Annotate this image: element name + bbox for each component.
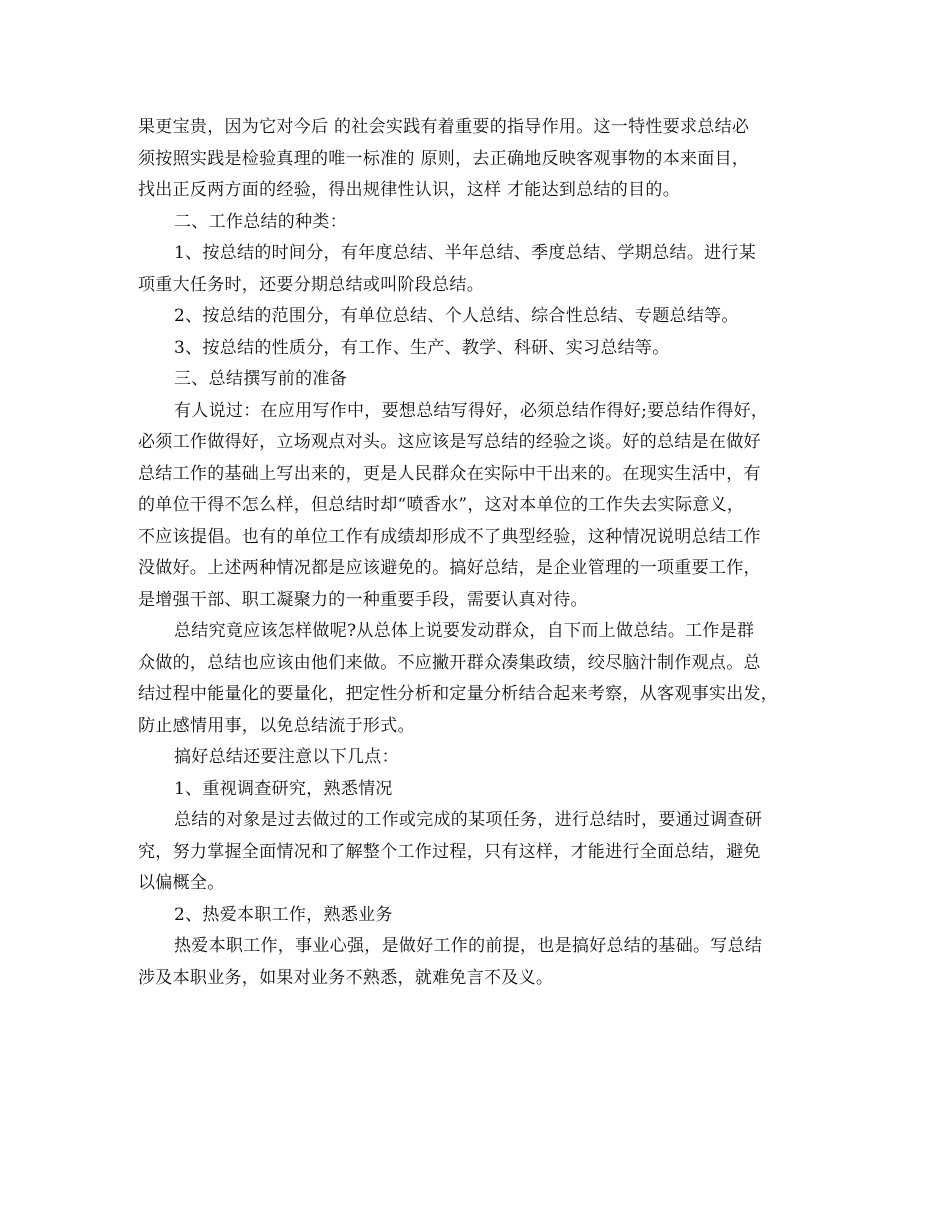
text-line: 项重大任务时，还要分期总结或叫阶段总结。 bbox=[138, 274, 484, 295]
text-line: 找出正反两方面的经验，得出规律性认识，这样 才能达到总结的目的。 bbox=[138, 180, 681, 200]
text-line: 热爱本职工作，事业心强，是做好工作的前提，也是搞好总结的基础。写总结 bbox=[174, 936, 763, 956]
text-line: 涉及本职业务，如果对业务不熟悉，就难免言不及义。 bbox=[138, 967, 554, 988]
subsection-heading: 2、热爱本职工作，熟悉业务 bbox=[174, 904, 393, 925]
subsection-heading: 1、重视调查研究，熟悉情况 bbox=[174, 778, 393, 799]
text-line: 2、按总结的范围分，有单位总结、个人总结、综合性总结、专题总结等。 bbox=[174, 306, 739, 326]
text-line: 总结的对象是过去做过的工作或完成的某项任务，进行总结时，要通过调查研 bbox=[174, 810, 763, 830]
text-line: 总结究竟应该怎样做呢?从总体上说要发动群众，自下而上做总结。工作是群 bbox=[174, 621, 755, 641]
text-line: 3、按总结的性质分，有工作、生产、教学、科研、实习总结等。 bbox=[174, 337, 670, 358]
text-line: 果更宝贵，因为它对今后 的社会实践有着重要的指导作用。这一特性要求总结必 bbox=[138, 117, 750, 137]
text-line: 以偏概全。 bbox=[138, 873, 225, 893]
section-heading: 二、工作总结的种类： bbox=[174, 211, 347, 232]
text-line: 没做好。上述两种情况都是应该避免的。搞好总结，是企业管理的一项重要工作， bbox=[138, 558, 761, 578]
text-line: 必须工作做得好，立场观点对头。这应该是写总结的经验之谈。好的总结是在做好 bbox=[138, 432, 761, 452]
text-line: 结过程中能量化的要量化，把定性分析和定量分析结合起来考察，从客观事实出发， bbox=[138, 684, 779, 704]
section-heading: 三、总结撰写前的准备 bbox=[174, 369, 347, 389]
text-line: 防止感情用事，以免总结流于形式。 bbox=[138, 715, 415, 736]
text-line: 不应该提倡。也有的单位工作有成绩却形成不了典型经验，这种情况说明总结工作 bbox=[138, 526, 761, 547]
document-body bbox=[138, 112, 818, 994]
text-line: 的单位干得不怎么样，但总结时却“喷香水”，这对本单位的工作失去实际意义， bbox=[138, 495, 745, 515]
text-line: 搞好总结还要注意以下几点： bbox=[174, 747, 399, 767]
text-line: 众做的，总结也应该由他们来做。不应撇开群众凑集政绩，绞尽脑汁制作观点。总 bbox=[138, 652, 761, 673]
text-line: 究，努力掌握全面情况和了解整个工作过程，只有这样，才能进行全面总结，避免 bbox=[138, 841, 761, 862]
text-line: 1、按总结的时间分，有年度总结、半年总结、季度总结、学期总结。进行某 bbox=[174, 243, 757, 263]
text-line: 须按照实践是检验真理的唯一标准的 原则，去正确地反映客观事物的本来面目， bbox=[138, 148, 750, 169]
text-line: 总结工作的基础上写出来的，更是人民群众在实际中干出来的。在现实生活中，有 bbox=[138, 463, 761, 484]
text-line: 是增强干部、职工凝聚力的一种重要手段，需要认真对待。 bbox=[138, 589, 588, 610]
text-line: 有人说过：在应用写作中，要想总结写得好，必须总结作得好;要总结作得好， bbox=[174, 400, 769, 421]
